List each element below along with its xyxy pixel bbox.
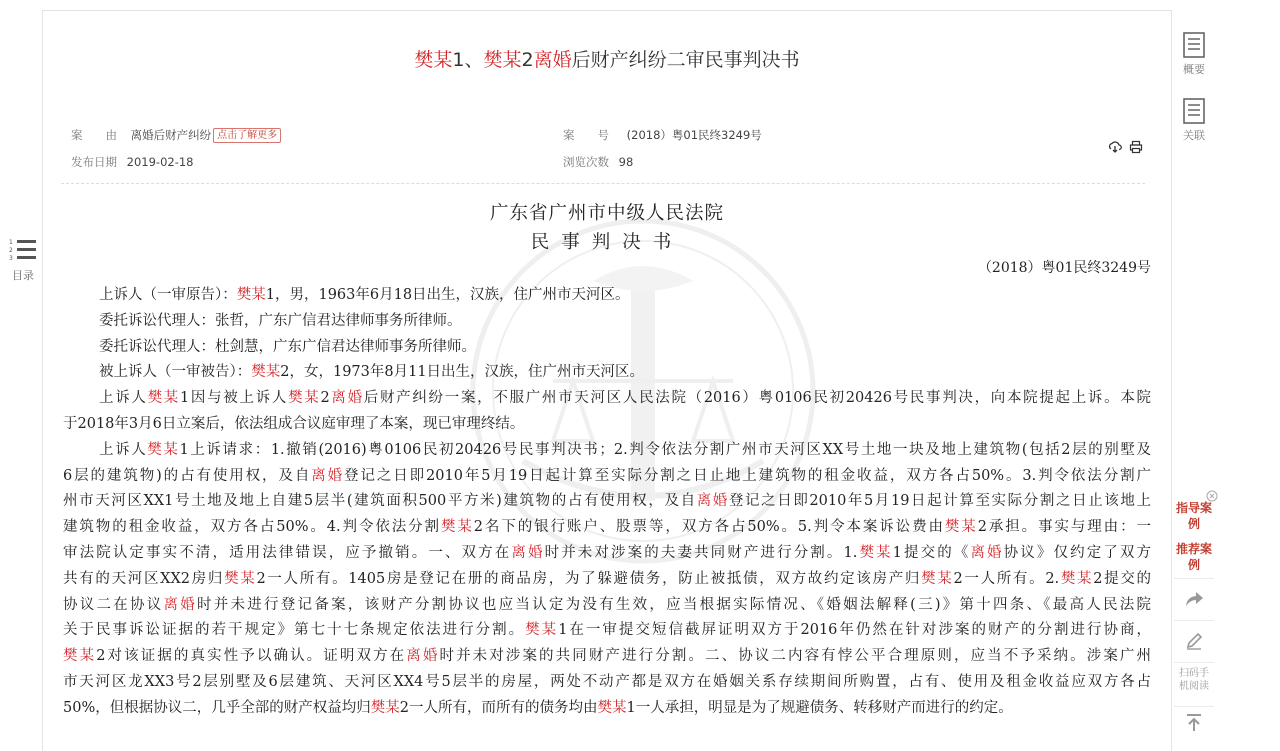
scan-label: 扫码手机阅读: [1179, 668, 1209, 692]
judgment-text: 2一人所有。1405房是登记在册的商品房，为了躲避债务，防止被抵债，双方故约定该房产归: [256, 570, 922, 587]
keyword-highlight: 樊某: [251, 364, 281, 381]
judgment-text: 1提交的《: [892, 544, 971, 561]
judgment-line: [63, 386, 1151, 412]
views-value: 98: [618, 155, 634, 169]
cause-value: 离婚后财产纠纷: [130, 128, 212, 142]
judgment-text: 被上诉人（一审被告）：: [99, 364, 252, 381]
judgment-line: [63, 489, 1151, 515]
right-sidebar: [1174, 0, 1214, 740]
judgment-text: 上诉人: [99, 390, 148, 407]
keyword-highlight: 离婚: [511, 544, 545, 561]
pencil-icon: [1184, 631, 1204, 651]
document-icon: [1182, 32, 1206, 58]
judgment-text: 协议二在协议: [63, 596, 164, 613]
judgment-line: [63, 360, 1151, 386]
svg-text:1: 1: [9, 239, 13, 246]
judgment-text: 1因与被上诉人: [179, 390, 289, 407]
keyword-highlight: 离婚: [406, 648, 440, 665]
judgment-text: 1一人承担，明显是为了规避债务、转移财产而进行的约定。: [626, 699, 1013, 716]
keyword-highlight: 樊某: [944, 519, 978, 536]
judgment-text: 2: [320, 390, 330, 407]
keyword-highlight: 离婚: [970, 544, 1004, 561]
keyword-highlight: 樊某: [288, 390, 321, 407]
judgment-line: [63, 515, 1151, 541]
document-type: 民事判决书: [530, 232, 684, 253]
judgment-text: 于2018年3月6日立案后，依法组成合议庭审理了本案，现已审理终结。: [63, 415, 525, 432]
case-no-label: 案 号: [563, 128, 609, 142]
judgment-text: 上诉人: [99, 441, 148, 458]
learn-more-tag[interactable]: 点击了解更多: [213, 128, 281, 143]
judgment-text: 上诉人（一审原告）：: [99, 287, 237, 303]
cause-of-action: [71, 127, 281, 143]
judgment-text: 6层的建筑物)的占有使用权，及自: [63, 467, 312, 484]
judgment-text: 登记之日即2010年5月19日起计算至实际分割之日止地上建筑物的租金收益，双方各占50%。3.判令依法分割广: [344, 467, 1151, 484]
judgment-text: 2对该证据的真实性予以确认。证明双方在: [96, 648, 407, 665]
judgment-text: 共有的天河区XX2房归: [63, 570, 225, 587]
judgment-text: 后财产纠纷一案，不服广州市天河区人民法院（2016）粤0106民初20426号民事判决，向本院提起上诉。本院: [363, 390, 1151, 407]
views-label: 浏览次数: [563, 155, 609, 169]
publish-label: 发布日期: [71, 155, 117, 169]
share-arrow-icon: [1183, 589, 1205, 609]
judgment-text: 1，男，1963年6月18日出生，汉族，住广州市天河区。: [265, 287, 630, 303]
keyword-highlight: 樊某: [857, 544, 893, 561]
judgment-text: 时并未对涉案的共同财产进行分割。二、协议二内容有悖公平合理原则，应当不予采纳。涉案广州: [439, 648, 1151, 665]
keyword-highlight: 樊某: [147, 441, 180, 458]
svg-text:3: 3: [9, 255, 13, 262]
cause-label: 案 由: [71, 128, 117, 142]
keyword-highlight: 樊某: [921, 570, 954, 587]
court-name: 广东省广州市中级人民法院: [489, 203, 724, 224]
keyword-highlight: 樊某: [63, 648, 97, 665]
keyword-highlight: 樊某: [1059, 570, 1094, 587]
list-icon: [8, 238, 38, 264]
guide-cases-link[interactable]: 指导案例: [1175, 501, 1212, 531]
judgment-text: 2承担。事实与理由：一: [977, 519, 1151, 536]
related-label: 关联: [1183, 129, 1205, 142]
download-icon[interactable]: [1108, 140, 1122, 154]
title-highlight: 樊某: [483, 49, 522, 71]
summary-label: 概要: [1183, 63, 1205, 76]
judgment-text: 委托诉讼代理人：杜剑慧，广东广信君达律师事务所律师。: [99, 338, 476, 355]
toc-toggle[interactable]: [6, 238, 40, 283]
keyword-highlight: 离婚: [311, 467, 345, 484]
keyword-highlight: 樊某: [597, 699, 627, 716]
summary-button[interactable]: [1174, 32, 1214, 77]
judgment-line: [63, 283, 1151, 309]
judgment-text: 州市天河区XX1号土地及地上自建5层半(建筑面积500平方米)建筑物的占有使用权，及自: [63, 493, 697, 510]
judgment-line: [63, 567, 1151, 593]
judgment-text: 2名下的银行账户、股票等，双方各占50%。5.判令本案诉讼费由: [473, 519, 945, 536]
judgment-text: 时并未对涉案的夫妻共同财产进行分割。1.: [544, 544, 858, 561]
header-separator: [61, 183, 1145, 184]
edit-button[interactable]: [1174, 620, 1214, 661]
judgment-body: [63, 283, 1151, 722]
keyword-highlight: 樊某: [370, 699, 400, 716]
judgment-text: 关于民事诉讼证据的若干规定》第七十七条规定依法进行分割。: [63, 622, 526, 639]
svg-text:2: 2: [9, 247, 13, 254]
publish-value: 2019-02-18: [126, 155, 194, 169]
scan-qr-read[interactable]: [1174, 662, 1214, 707]
judgment-line: [63, 464, 1151, 490]
toc-label: 目录: [12, 269, 34, 282]
title-text: 2: [521, 49, 534, 71]
judgment-text: 2提交的: [1093, 570, 1151, 587]
keyword-highlight: 离婚: [696, 493, 729, 510]
judgment-line: [63, 696, 1151, 722]
judgment-text: 2一人所有。2.: [953, 570, 1060, 587]
document-title: [43, 45, 1171, 72]
judgment-line: [63, 670, 1151, 696]
document-tools: [1108, 139, 1143, 154]
title-highlight: 樊某: [414, 49, 453, 71]
keyword-highlight: 离婚: [163, 596, 198, 613]
judgment-line: [63, 309, 1151, 335]
judgment-text: 委托诉讼代理人：张哲，广东广信君达律师事务所律师。: [99, 312, 462, 329]
keyword-highlight: 樊某: [224, 570, 257, 587]
judgment-line: [63, 412, 1151, 438]
share-button[interactable]: [1174, 578, 1214, 619]
publish-date: [71, 154, 194, 170]
judgment-text: 建筑物的租金收益，双方各占50%。4.判令依法分割: [63, 519, 441, 536]
judgment-text: 2，女，1973年8月11日出生，汉族，住广州市天河区。: [280, 364, 645, 381]
judgment-line: [63, 335, 1151, 361]
judgment-line: [63, 644, 1151, 670]
title-highlight: 离婚: [533, 49, 572, 71]
judgment-line: [63, 438, 1151, 464]
print-icon[interactable]: [1129, 140, 1143, 154]
keyword-highlight: 樊某: [236, 287, 266, 303]
judgment-text: 协议》仅约定了双方: [1003, 544, 1151, 561]
judgment-text: 2一人所有，而所有的债务均由: [399, 699, 598, 716]
judgment-line: [63, 593, 1151, 619]
keyword-highlight: 樊某: [147, 390, 180, 407]
title-text: 后财产纠纷二审民事判决书: [571, 49, 800, 71]
view-count: [563, 154, 633, 170]
judgment-text: 1在一审提交短信截屏证明双方于2016年仍然在针对涉案的财产的分割进行协商，: [558, 622, 1151, 639]
judgment-text: 时并未进行登记备案，该财产分割协议也应当认定为没有生效，应当根据实际情况、《婚姻法解释(三)》第十四条、《最高人民法院: [197, 596, 1151, 613]
document-icon: [1182, 98, 1206, 124]
back-to-top-button[interactable]: [1174, 706, 1214, 741]
judgment-text: 审法院认定事实不清，适用法律错误，应予撤销。一、双方在: [63, 544, 512, 561]
keyword-highlight: 离婚: [329, 390, 364, 407]
document-case-number: （2018）粤01民终3249号: [977, 260, 1151, 276]
judgment-text: 登记之日即2010年5月19日起计算至实际分割之日止该地上: [728, 493, 1151, 510]
keyword-highlight: 樊某: [440, 519, 474, 536]
keyword-highlight: 樊某: [525, 622, 559, 639]
case-no-value: (2018）粤01民终3249号: [626, 128, 762, 142]
judgment-text: 50%，但根据协议二，几乎全部的财产权益均归: [63, 699, 371, 716]
title-text: 1、: [452, 49, 484, 71]
related-button[interactable]: [1174, 98, 1214, 143]
case-number: [563, 127, 762, 143]
judgment-line: [63, 618, 1151, 644]
judgment-document-card: [42, 10, 1172, 751]
judgment-line: [63, 541, 1151, 567]
arrow-up-icon: [1185, 713, 1203, 733]
recommend-cases-link[interactable]: 推荐案例: [1175, 542, 1212, 572]
judgment-text: 市天河区龙XX3号2层别墅及6层建筑、天河区XX4号5层半的房屋，两处不动产都是双方在婚姻关系存续期间所购置，占有、使用及租金收益应双方各占: [63, 673, 1151, 690]
judgment-text: 1上诉请求：1.撤销(2016)粤0106民初20426号民事判决书；2.判令依法分割广州市天河区XX号土地一块及地上建筑物(包括2层的别墅及: [179, 441, 1151, 458]
